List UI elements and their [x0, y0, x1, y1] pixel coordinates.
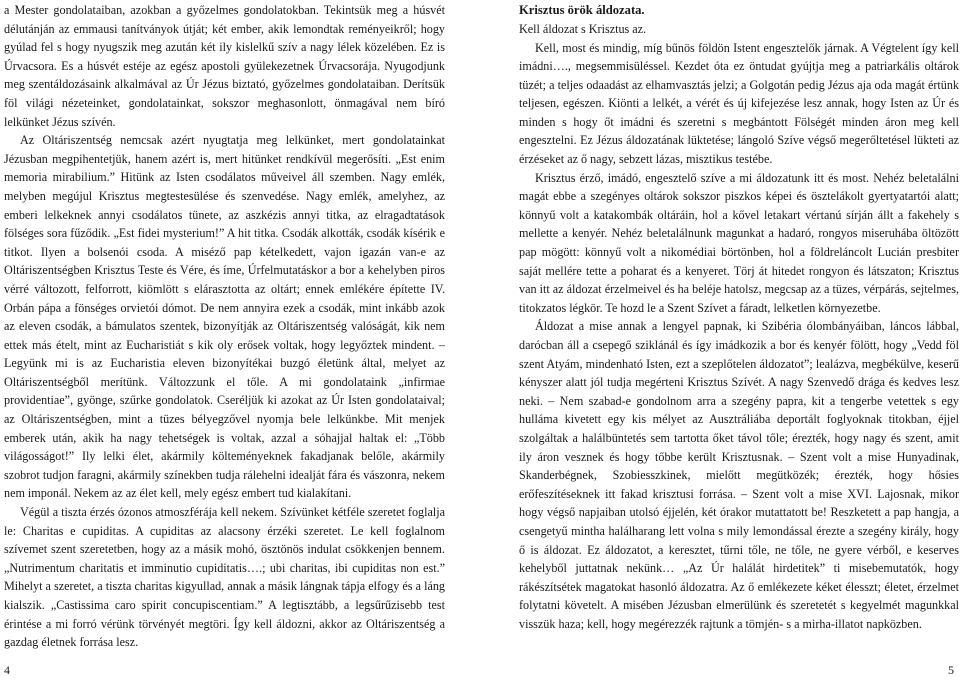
right-paragraph-1: Kell, most és mindig, míg bűnös földön Istent engesztelők járnak. A Végtelent így kell imádni…., megsemmisüléssel. Kezdet óta ez öntudat gyújtja meg a patriarkális oltárok tüzét; a teljes odaadást az elhamvasztás jelzi; a Golgotán pedig Jézus aja oda magát értünk teljesen, egészen. Kiönti a lelkét, a vérét és új kifejezése lesz annak, hogy Isten az Úr és minden s hogy őt imádni és szeretni s megbántott Fölségét minden áron meg kell engesztelni. Ez Jézus áldozatának lüktetése; lángoló Szíve végső megerőltetésel lükteti az érzéseket az ő nagy, sebzett lázas, misztikus testébe.	[519, 40, 959, 167]
left-text-column	[4, 1, 445, 652]
left-paragraph-3: Végül a tiszta érzés ózonos atmoszférája kell nekem. Szívünket kétféle szeretet foglalja le: Charitas e cupiditas. A cupiditas az alacsony érzéki szeretet. Le kell foglalnom szívemet szent szeretetben, hogy az a másik mohó, ösztönös indulat csökkenjen bennem. „Nutrimentum charitatis et imminutio cupiditatis….; ubi charitas, ibi cupiditas non est.” Mihelyt a szeretet, a tiszta charitas kigyullad, annak a másik lángnak tápja elfogy és a láng kialszik. „Castissima caro spirit concupiscentiam.” A legtisztább, a legsűrűzisebb test érintése a mi forró vérünk törvényét megtöri. Így kell áldozni, akkor az Oltáriszentség a gazdag életnek forrása lesz.	[4, 505, 445, 650]
left-paragraph-1: a Mester gondolataiban, azokban a győzelmes gondolatokban. Tekintsük meg a húsvét délutánján az emmausi tanítványok útját; két ember, akik lemondtak reményeikről; hogy gyúlad fel s hogy nyugszik meg azután két ily kislelkű szív a nagy lélek közelében. Ez is Úrvacsora. Es a húsvét estéje az egész apostoli gyülekezetnek Úrvacsorája. Nyugodjunk meg szentáldozásaink alkalmával az Úr Jézus biztató, győzelmes gondolataiban. Derítsük föl világi nézeteinket, gondolatainkat, sokszor meghasonlott, önmagával nem bíró lelkünket Jézus szívén.	[4, 3, 445, 129]
right-paragraph-3: Áldozat a mise annak a lengyel papnak, ki Szibéria ólombányáiban, láncos lábbal, darócban áll a csepegő sziklánál és így imádkozik a bor és kenyér fölött, hogy „Vedd föl szent Atyám, mindenható Isten, ezt a szeplőtelen áldozatot”; lealázva, megbékülve, keserű kényszer alatt jól tudja megérteni Krisztus Szívét. A nagy Szenvedő drága és kedves lesz neki. – Nem szabad-e gondolnom arra a szegény papra, kit a tengerbe vetettek s egy hulláma kivetett egy kis mélyet az Ausztráliába deportált foglyoknak titokban, éjjel szolgáltak a halálbüntetés sem tartotta őket távol tőle; érezték, hogy nagy és szent, amit ily áron vesznek és hogy tőbbe került Krisztusnak. – Szent volt a mise Hunyadinak, Skanderbégnek, Szobiesszkinek, mielőtt megütközék; érezték, hogy hősies erőfeszítéseknek itt fakad krisztusi forrása. – Szent volt a mise XVI. Lajosnak, mikor hogy végső napjaiban utolsó éjjelén, két órakor mutattatott be! Reszketett a pap hangja, a csengetyű mintha halálharang lett volna s mily lemondással érezte a szegény király, hogy ő is áldozat. Ez áldozatot, a keresztet, tűrni tőle, ne tőle, ne gyere vérből, e keserves kehelyből juttatnak nekünk… „Az Úr halálát hirdetitek” ti misebemutatók, hogy rákészítsétek magatokat hasonló áldozatra. Az ő emlékezete kéket élesszt; életet, érzelmet folytatni követelt. A misében Jézusban elmerülünk és szeretetét s kegyelmét magunkkal visszük haza; kell, hogy megérezzék rajtunk a tömjén- s a mirha-illatot napközben.	[519, 319, 959, 631]
right-text-column	[519, 1, 959, 634]
right-paragraph-2: Krisztus érző, imádó, engesztelő szíve a mi áldozatunk itt és most. Nehéz beletalálni magát ebbe a szegényes oltárok sokszor piszkos képei és ösztelákolt gyertyatartói alatt; könnyű volt a katakombák oltáráin, hol a kővel letakart vértanú sírján állt a fakehely s mellette a kenyér. Nehéz beletalálnunk magunkat a hadaró, rongyos miseruhába öltözött pap mögött: könnyű volt a nikomédiai börtönben, hol a földreláncolt Lucián presbiter saját mellére tette a poharat és a kenyeret. Törj át hitedet rongyon és látszaton; Krisztus van itt az áldozat érzelmeivel és ha beléje hatolsz, megcsap az a tüzes, vérpárás, sejtelmes, titokzatos légkör. Te hozd le a Szent Szívet a fáradt, lelketlen környezetbe.	[519, 170, 959, 315]
right-page	[480, 0, 960, 686]
chapter-subheading: Kell áldozat s Krisztus az.	[519, 21, 647, 36]
chapter-heading: Krisztus örök áldozata.	[519, 3, 645, 17]
page-number-left: 4	[4, 663, 10, 677]
page-number-right: 5	[948, 663, 954, 677]
left-paragraph-2: Az Oltáriszentség nemcsak azért nyugtatja meg lelkünket, mert gondolatainkat Jézusban megpihentetjük, hanem azért is, mert hitünket rendkívül megerősíti. „Est enim memoria mirabilium.” Hitünk az Isten csodálatos műveivel áll szemben. Nagy emlék, melyben megújul Krisztus megtestesülése és szenvedése. Nagy emlék, amelyhez, az emberi lelkeknek annyi csodálatos tünete, az aszkézis annyi titka, az elragadtatások fölséges sora fűződik. „Est fidei mysterium!” A hit titka. Csodák alkották, csodák kísérik e titkot. Ilyen a bolsenói csoda. A miséző pap kételkedett, vajon igazán van-e az Oltáriszentségben Krisztus Teste és Vére, és íme, Úrfelmutatáskor a bor a kehelyben piros vérré változott, felforrott, kiömlött s elárasztotta az oltárt; ennek emlékére építette IV. Orbán pápa a fönséges orvietói dómot. De nem annyira ezek a csodák, mint inkább azok az eleven csodák, a bámulatos szentek, bizonyítják az Oltáriszentség valóságát, kik nem ettek más ételt, mint az Eucharistiát s kik oly erősek voltak, hogy legyőztek mindent. – Legyünk mi is az Eucharistia eleven bizonyítékai buzgó életünk által, melyet az Oltáriszentségből merítünk. Változzunk el tőle. A mi gondolataink „infirmae providentiae”, gyönge, szűrke gondolatok. Cseréljük ki azokat az Úr Isten gondolataival; az Oltáriszentségben, mint a tüzes bélyegzővel nyomja bele lelkünkbe. Mit menjek emberek után, akik ha nagy tehetségek is voltak, azzal a sóhajjal haltak el: „Több világosságot!” Ily lelki élet, akármily költeményeknek fakadjanak belőle, akármily szobrot tudjon faragni, akármily színekben tudja rálehelni idealját fára és vászonra, nekem nem imponál. Nekem az az élet kell, mely egész embert tud kialakítani.	[4, 133, 445, 501]
